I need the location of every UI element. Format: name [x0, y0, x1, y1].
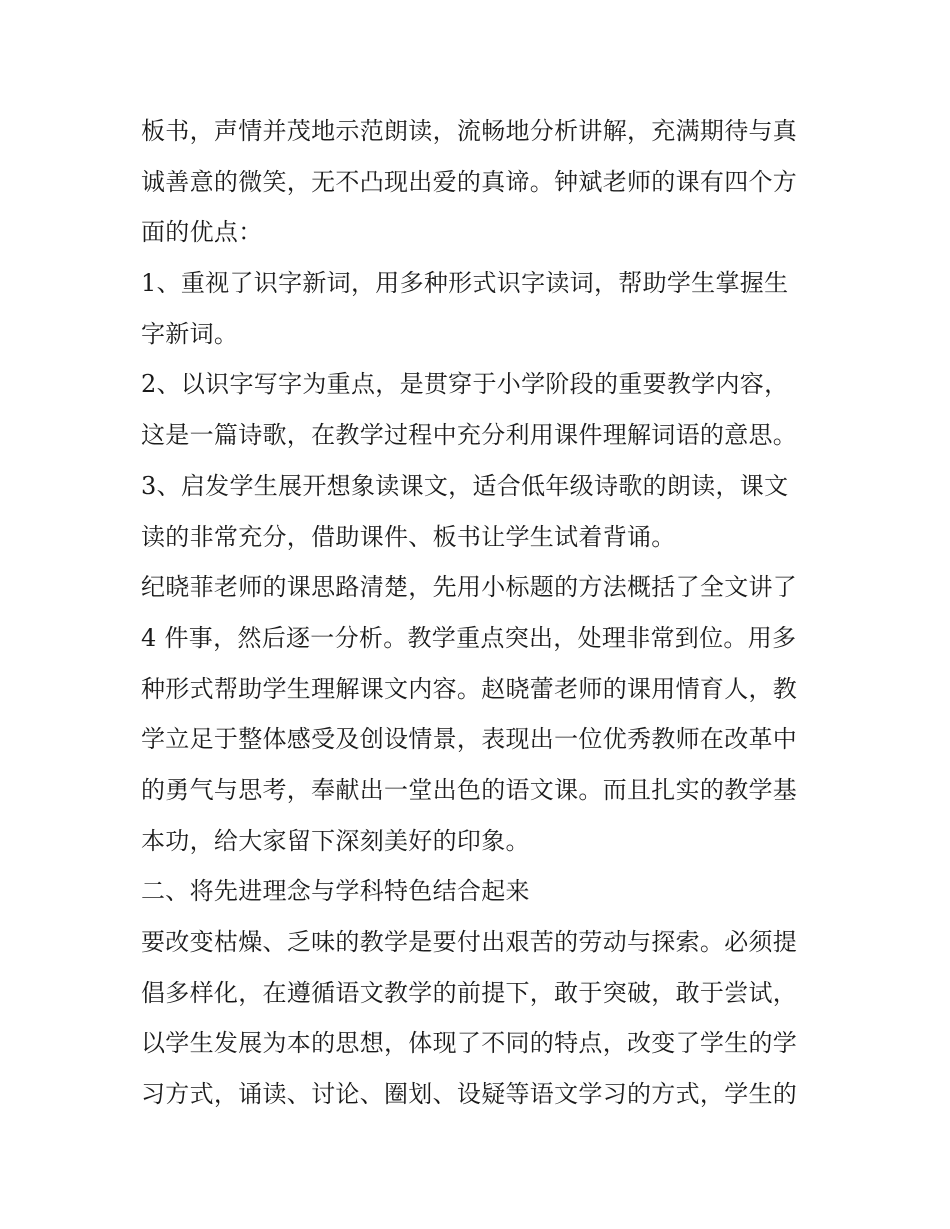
paragraph-start: 要改变枯燥、乏味的教学是要付出艰苦的劳动与探索。必须提 [141, 928, 798, 956]
text-line: 本功，给大家留下深刻美好的印象。 [141, 826, 530, 855]
text-line: 以学生发展为本的思想，体现了不同的特点，改变了学生的学 [141, 1029, 798, 1058]
text-line: 这是一篇诗歌，在教学过程中充分利用课件理解词语的意思。 [141, 421, 798, 450]
text-line: 的勇气与思考，奉献出一堂出色的语文课。而且扎实的教学基 [141, 775, 798, 804]
text-line: 诚善意的微笑，无不凸现出爱的真谛。钟斌老师的课有四个方 [141, 167, 798, 196]
text-line: 学立足于整体感受及创设情景，表现出一位优秀教师在改革中 [141, 725, 798, 754]
section-heading: 二、将先进理念与学科特色结合起来 [141, 877, 530, 906]
text-line: 字新词。 [141, 319, 239, 348]
text-line: 习方式，诵读、讨论、圈划、设疑等语文学习的方式，学生的 [141, 1080, 798, 1109]
paragraph-start: 纪晓菲老师的课思路清楚，先用小标题的方法概括了全文讲了 [141, 573, 798, 602]
text-line: 读的非常充分，借助课件、板书让学生试着背诵。 [141, 522, 676, 551]
document-body [141, 106, 813, 1120]
text-line: 板书，声情并茂地示范朗读，流畅地分析讲解，充满期待与真 [141, 117, 798, 145]
text-line: 种形式帮助学生理解课文内容。赵晓蕾老师的课用情育人，教 [141, 674, 798, 703]
list-item-1: 1、重视了识字新词，用多种形式识字读词，帮助学生掌握生 [141, 269, 789, 298]
text-line: 倡多样化，在遵循语文教学的前提下，敢于突破，敢于尝试， [141, 978, 798, 1007]
list-item-2: 2、以识字写字为重点，是贯穿于小学阶段的重要教学内容， [141, 370, 789, 399]
text-line: 4 件事，然后逐一分析。教学重点突出，处理非常到位。用多 [141, 623, 797, 652]
text-line: 面的优点： [141, 218, 263, 247]
list-item-3: 3、启发学生展开想象读课文，适合低年级诗歌的朗读，课文 [141, 471, 789, 500]
